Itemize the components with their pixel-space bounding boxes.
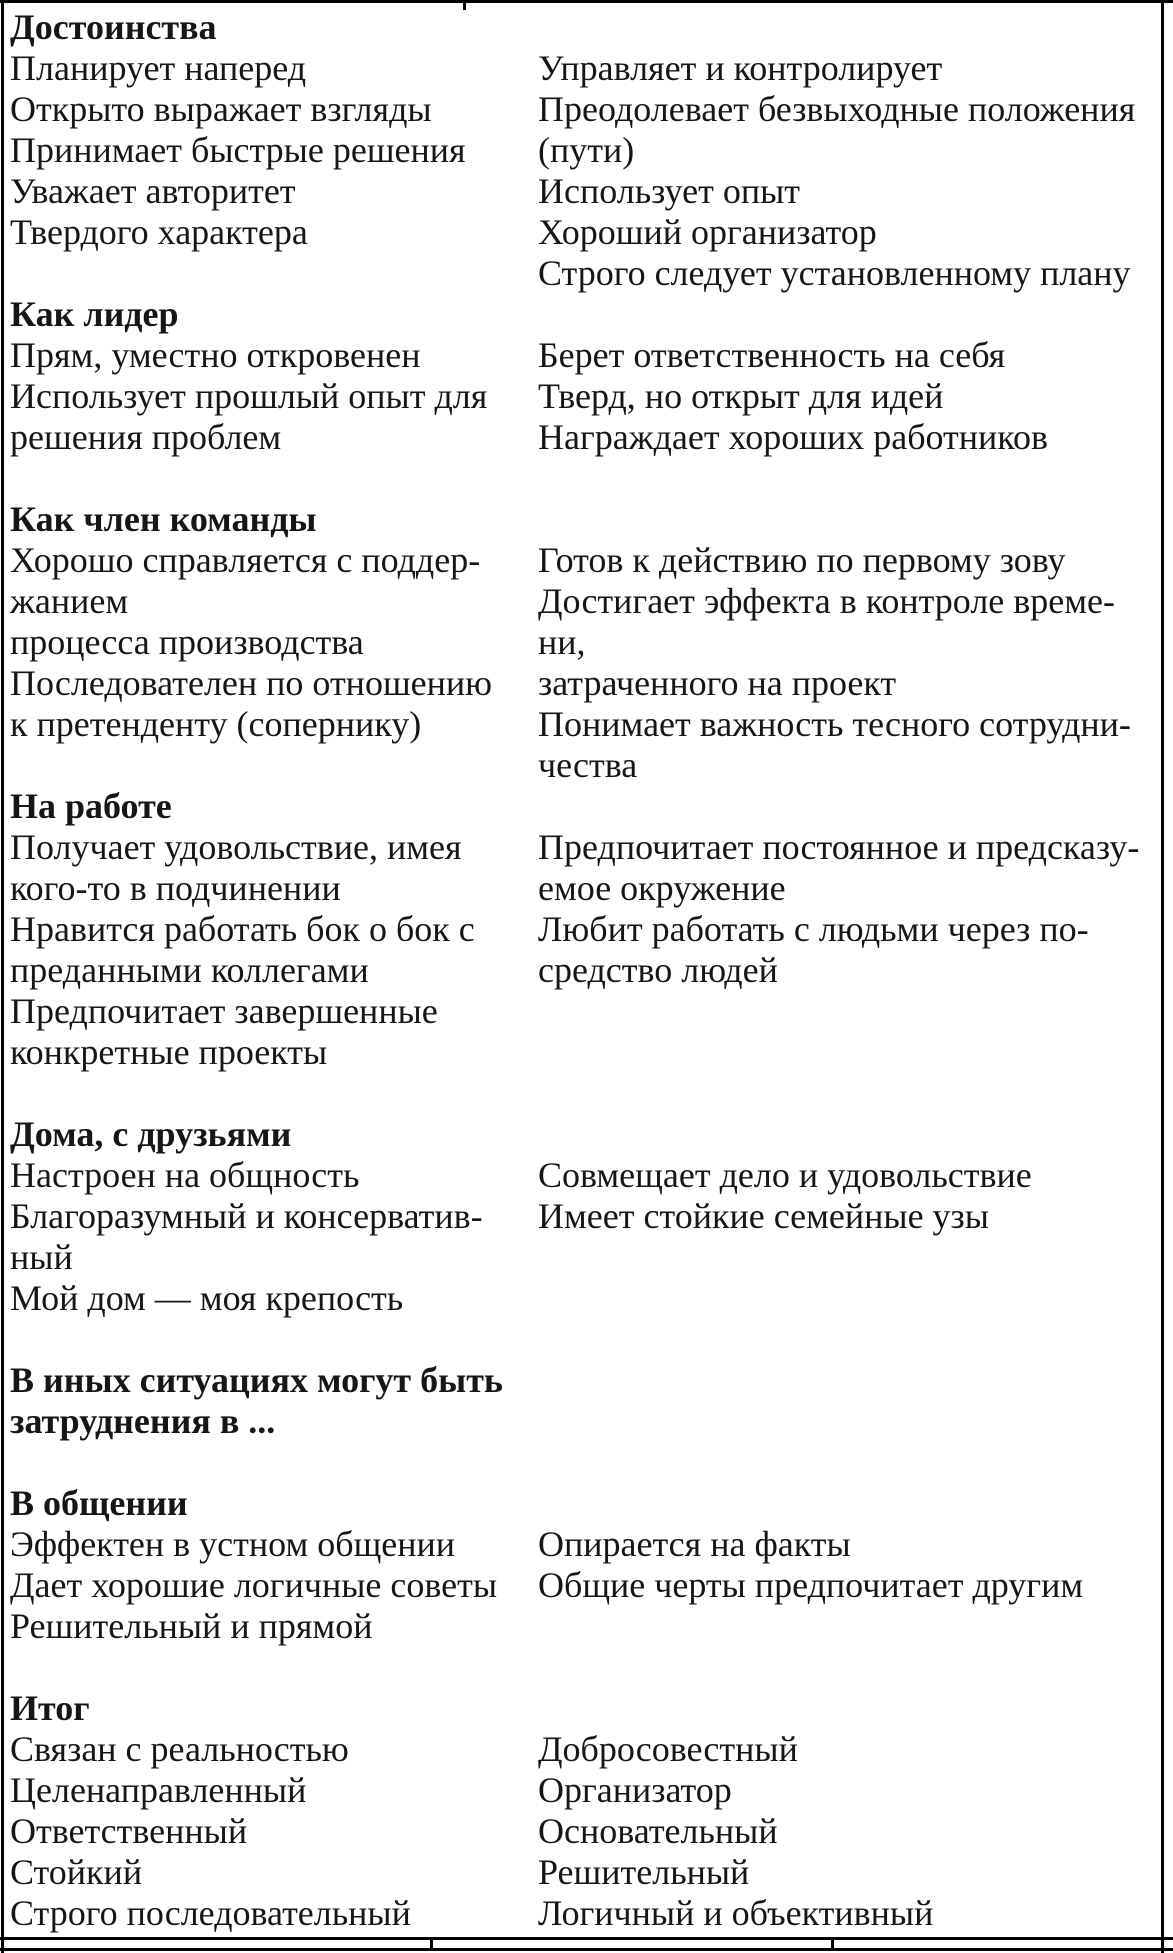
table-border-right	[1161, 0, 1164, 1953]
table-divider-tick	[430, 1940, 433, 1948]
trait-item-right: Имеет стойкие семейные узы	[538, 1196, 989, 1236]
trait-item-left: решения проблем	[10, 417, 282, 457]
section-header: В общении	[10, 1483, 188, 1523]
table-divider-tick	[831, 1940, 834, 1948]
trait-item-right: чества	[538, 745, 638, 785]
trait-item-right: Совмещает дело и удовольствие	[538, 1155, 1032, 1195]
trait-item-left: Получает удовольствие, имея	[10, 827, 462, 867]
trait-item-left: Настроен на общность	[10, 1155, 360, 1195]
trait-item-right	[538, 1319, 1159, 1360]
trait-item-left: кого-то в подчинении	[10, 868, 341, 908]
trait-item-left: Эффектен в устном общении	[10, 1524, 456, 1564]
trait-item-left	[10, 253, 538, 294]
trait-item-left	[10, 1073, 538, 1114]
trait-item-left: Ответственный	[10, 1811, 248, 1851]
trait-item-right	[538, 1442, 1159, 1483]
trait-item-left: Благоразумный и консерватив-	[10, 1196, 483, 1236]
trait-item-left	[10, 1319, 538, 1360]
trait-item-right: Берет ответственность на себя	[538, 335, 1006, 375]
trait-item-left: Решительный и прямой	[10, 1606, 373, 1646]
section-header: Как лидер	[10, 294, 179, 334]
trait-item-left: Последователен по отношению	[10, 663, 493, 703]
trait-item-right	[538, 1237, 1159, 1278]
trait-item-left: конкретные проекты	[10, 1032, 328, 1072]
trait-item-left: Хорошо справляется с поддер-	[10, 540, 481, 580]
trait-item-left	[10, 1647, 538, 1688]
trait-item-left: Использует прошлый опыт для	[10, 376, 488, 416]
trait-item-left: ный	[10, 1237, 73, 1277]
trait-item-right: Строго следует установленному плану	[538, 253, 1131, 293]
section-header: Достоинства	[10, 7, 217, 47]
trait-item-left: жанием	[10, 581, 129, 621]
trait-item-right	[538, 1073, 1159, 1114]
trait-item-right: Предпочитает постоянное и предсказу-	[538, 827, 1140, 867]
trait-item-left: к претенденту (сопернику)	[10, 704, 422, 744]
trait-item-right: Добросовестный	[538, 1729, 798, 1769]
trait-item-left: Твердого характера	[10, 212, 308, 252]
trait-item-right: емое окружение	[538, 868, 786, 908]
trait-item-right: Логичный и объективный	[538, 1893, 934, 1933]
trait-item-left: Целенаправленный	[10, 1770, 307, 1810]
trait-item-right: Тверд, но открыт для идей	[538, 376, 944, 416]
section-header: На работе	[10, 786, 172, 826]
trait-item-left: Нравится работать бок о бок с	[10, 909, 475, 949]
trait-item-right: Достигает эффекта в контроле време-	[538, 581, 1116, 621]
trait-item-right: Опирается на факты	[538, 1524, 851, 1564]
section-header: затруднения в ...	[10, 1401, 276, 1441]
trait-item-left: Строго последовательный	[10, 1893, 411, 1933]
table-border-bottom-outer	[0, 1948, 1173, 1951]
trait-item-right: Награждает хороших работников	[538, 417, 1048, 457]
trait-item-right: Понимает важность тесного сотрудни-	[538, 704, 1131, 744]
trait-item-left: Предпочитает завершенные	[10, 991, 438, 1031]
trait-item-right: Организатор	[538, 1770, 732, 1810]
trait-item-right	[538, 1606, 1159, 1647]
trait-item-right: Решительный	[538, 1852, 750, 1892]
trait-item-left: Планирует наперед	[10, 48, 307, 88]
trait-item-left	[10, 1442, 538, 1483]
trait-item-right: Использует опыт	[538, 171, 801, 211]
table-border-bottom	[0, 1937, 1173, 1940]
trait-item-left	[10, 458, 538, 499]
trait-item-right	[538, 991, 1159, 1032]
section-header: В иных ситуациях могут быть	[10, 1360, 503, 1400]
trait-item-right: (пути)	[538, 130, 635, 170]
table-border-left	[1, 0, 4, 1953]
section-header: Итог	[10, 1688, 90, 1728]
trait-item-left: процесса производства	[10, 622, 364, 662]
trait-item-right: Управляет и контролирует	[538, 48, 943, 88]
trait-item-right: затраченного на проект	[538, 663, 897, 703]
trait-item-right: Любит работать с людьми через по-	[538, 909, 1089, 949]
trait-item-right: Основательный	[538, 1811, 778, 1851]
trait-item-right: Общие черты предпочитает другим	[538, 1565, 1084, 1605]
trait-item-right: Готов к действию по первому зову	[538, 540, 1066, 580]
trait-item-right	[538, 458, 1159, 499]
trait-item-left: Стойкий	[10, 1852, 143, 1892]
trait-item-left: преданными коллегами	[10, 950, 369, 990]
section-header: Дома, с друзьями	[10, 1114, 292, 1154]
trait-item-right: ни,	[538, 622, 586, 662]
trait-item-right: средство людей	[538, 950, 778, 990]
traits-table	[10, 7, 1159, 1934]
trait-item-right: Хороший организатор	[538, 212, 877, 252]
trait-item-left	[10, 745, 538, 786]
table-border-top	[0, 0, 1173, 3]
trait-item-left: Открыто выражает взгляды	[10, 89, 432, 129]
trait-item-right	[538, 1278, 1159, 1319]
trait-item-right: Преодолевает безвыходные положения	[538, 89, 1136, 129]
trait-item-left: Уважает авторитет	[10, 171, 296, 211]
trait-item-right	[538, 1032, 1159, 1073]
trait-item-left: Дает хорошие логичные советы	[10, 1565, 498, 1605]
trait-item-left: Связан с реальностью	[10, 1729, 349, 1769]
trait-item-left: Мой дом — моя крепость	[10, 1278, 404, 1318]
trait-item-right	[538, 1647, 1159, 1688]
trait-item-left: Прям, уместно откровенен	[10, 335, 421, 375]
trait-item-left: Принимает быстрые решения	[10, 130, 466, 170]
section-header: Как член команды	[10, 499, 317, 539]
